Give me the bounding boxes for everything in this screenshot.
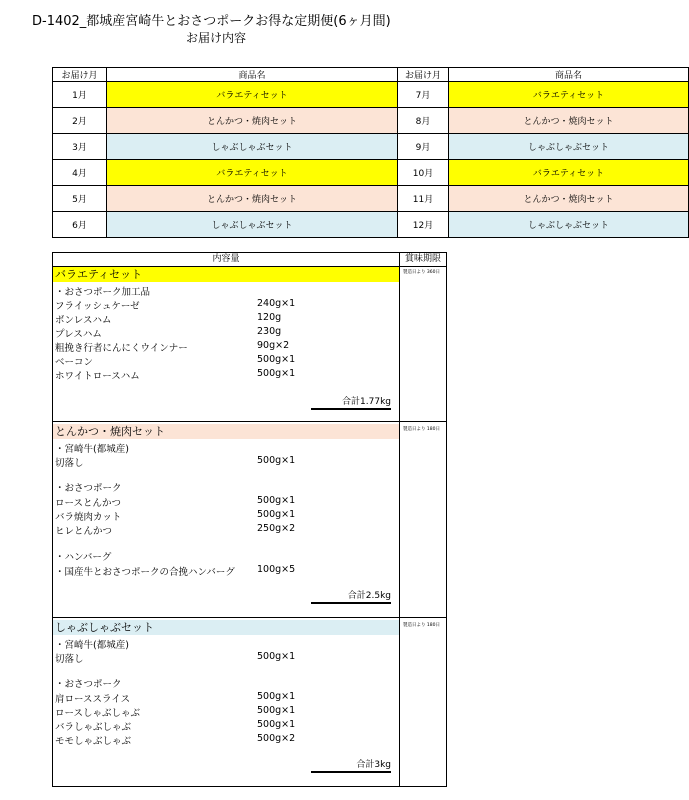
item-qty: 240g×1: [257, 298, 296, 309]
item-qty: 500g×1: [257, 495, 296, 506]
item-qty: 500g×1: [257, 691, 296, 702]
item-qty: 230g: [257, 326, 282, 337]
product-cell: とんかつ・焼肉セット: [107, 108, 398, 134]
table-row: [53, 108, 689, 134]
section-title: とんかつ・焼肉セット: [53, 424, 399, 439]
month-cell: 12月: [398, 212, 449, 238]
section-total: 合計2.5kg: [311, 591, 391, 604]
group-label: ・おさつポーク加工品: [55, 287, 151, 298]
col-best-before-header: 賞味期限: [399, 253, 447, 267]
month-cell: 11月: [398, 186, 449, 212]
item-name: フライッシュケーゼ: [55, 301, 140, 312]
table-row: [53, 212, 689, 238]
item-qty: 500g×1: [257, 705, 296, 716]
item-name: ロースとんかつ: [55, 498, 122, 509]
month-cell: 7月: [398, 82, 449, 108]
item-name: ボンレスハム: [55, 315, 112, 326]
group-label: ・おさつポーク: [55, 483, 122, 494]
item-qty: 90g×2: [257, 340, 290, 351]
group-label: ・ハンバーグ: [55, 552, 112, 563]
month-cell: 5月: [53, 186, 107, 212]
product-cell: しゃぶしゃぶセット: [449, 134, 689, 160]
schedule-header-row: [53, 68, 689, 82]
product-cell: とんかつ・焼肉セット: [449, 186, 689, 212]
month-cell: 1月: [53, 82, 107, 108]
item-name: 肩ローススライス: [55, 694, 131, 705]
item-name: 粗挽き行者にんにくウインナー: [55, 343, 188, 354]
section-total: 合計3kg: [311, 760, 391, 773]
item-qty: 500g×1: [257, 509, 296, 520]
product-cell: バラエティセット: [107, 160, 398, 186]
item-qty: 500g×1: [257, 651, 296, 662]
group-label: ・おさつポーク: [55, 679, 122, 690]
section-divider: [53, 617, 446, 618]
product-cell: とんかつ・焼肉セット: [449, 108, 689, 134]
product-cell: バラエティセット: [449, 160, 689, 186]
item-name: ・国産牛とおさつポークの合挽ハンバーグ: [55, 567, 235, 578]
col-product-header: 商品名: [107, 68, 398, 82]
table-row: [53, 82, 689, 108]
section-divider: [53, 421, 446, 422]
schedule-table: [52, 67, 689, 238]
page-title: D-1402_都城産宮崎牛とおさつポークお得な定期便(6ヶ月間): [32, 14, 391, 29]
item-name: 切落し: [55, 654, 84, 665]
item-name: ホワイトロースハム: [55, 371, 140, 382]
col-contents-header: 内容量: [53, 253, 400, 267]
item-name: ロースしゃぶしゃぶ: [55, 708, 141, 719]
item-qty: 250g×2: [257, 523, 296, 534]
group-label: ・宮崎牛(都城産): [55, 640, 129, 651]
table-row: [53, 160, 689, 186]
contents-table: [52, 252, 447, 787]
item-qty: 500g×1: [257, 455, 296, 466]
month-cell: 2月: [53, 108, 107, 134]
product-cell: しゃぶしゃぶセット: [449, 212, 689, 238]
col-month-header: お届け月: [53, 68, 107, 82]
item-qty: 500g×1: [257, 354, 296, 365]
item-qty: 120g: [257, 312, 282, 323]
item-name: ベーコン: [55, 357, 94, 368]
month-cell: 9月: [398, 134, 449, 160]
item-qty: 100g×5: [257, 564, 296, 575]
item-name: モモしゃぶしゃぶ: [55, 736, 132, 747]
month-cell: 4月: [53, 160, 107, 186]
column-divider: [399, 266, 400, 787]
product-cell: しゃぶしゃぶセット: [107, 134, 398, 160]
item-qty: 500g×2: [257, 733, 296, 744]
item-name: 切落し: [55, 458, 84, 469]
item-name: ヒレとんかつ: [55, 526, 113, 537]
month-cell: 3月: [53, 134, 107, 160]
group-label: ・宮崎牛(都城産): [55, 444, 129, 455]
item-qty: 500g×1: [257, 719, 296, 730]
item-qty: 500g×1: [257, 368, 296, 379]
section-title: バラエティセット: [53, 267, 399, 282]
month-cell: 6月: [53, 212, 107, 238]
product-cell: バラエティセット: [449, 82, 689, 108]
product-cell: バラエティセット: [107, 82, 398, 108]
best-before: 製造日より 360日: [403, 270, 441, 275]
product-cell: しゃぶしゃぶセット: [107, 212, 398, 238]
best-before: 製造日より 180日: [403, 427, 441, 432]
page-subtitle: お届け内容: [186, 31, 247, 45]
table-row: [53, 134, 689, 160]
item-name: バラ焼肉カット: [55, 512, 122, 523]
section-title: しゃぶしゃぶセット: [53, 620, 399, 635]
section-total: 合計1.77kg: [311, 397, 391, 410]
table-row: [53, 186, 689, 212]
col-product-header: 商品名: [449, 68, 689, 82]
month-cell: 10月: [398, 160, 449, 186]
item-name: プレスハム: [55, 329, 102, 340]
best-before: 製造日より 180日: [403, 623, 441, 628]
month-cell: 8月: [398, 108, 449, 134]
col-month-header: お届け月: [398, 68, 449, 82]
item-name: バラしゃぶしゃぶ: [55, 722, 132, 733]
product-cell: とんかつ・焼肉セット: [107, 186, 398, 212]
